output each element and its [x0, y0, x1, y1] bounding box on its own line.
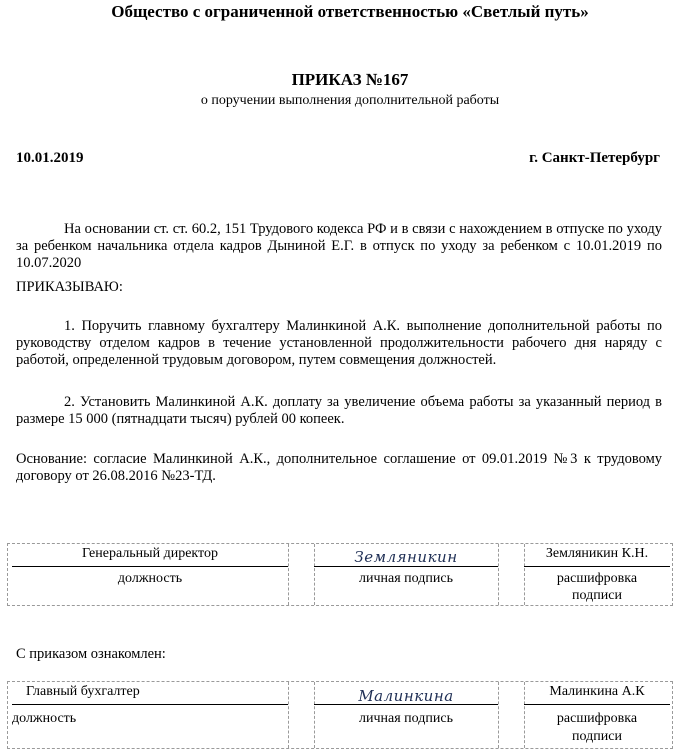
divider	[498, 682, 499, 748]
director-name: Земляникин К.Н.	[545, 546, 649, 561]
order-city: г. Санкт-Петербург	[529, 150, 660, 166]
divider	[288, 682, 289, 748]
decode-caption-line1: расшифровка	[556, 571, 638, 586]
order-item-2: 2. Установить Малинкиной А.К. доплату за увеличение объема работы за указанный период в размере 15 000 (пятнадцати тысяч) рублей 00 копеек.	[16, 394, 662, 427]
position-caption: должность	[117, 571, 183, 586]
underline	[524, 566, 670, 567]
underline	[12, 704, 288, 705]
director-position: Генеральный директор	[82, 546, 218, 561]
underline	[12, 566, 288, 567]
signature-caption: личная подпись	[359, 571, 453, 586]
underline	[524, 704, 670, 705]
director-handwritten-signature: Земляникин	[354, 548, 458, 566]
basis-paragraph: На основании ст. ст. 60.2, 151 Трудового кодекса РФ и в связи с нахождением в отпуске по уходу за ребенком начальника отдела кадров Дыниной Е.Г. в отпуск по уходу за ребенком с 10.01.2019 по 10.07.2020	[16, 221, 662, 271]
order-word: ПРИКАЗЫВАЮ:	[16, 279, 123, 295]
signature-caption: личная подпись	[359, 711, 453, 726]
decode-caption-line2: подписи	[572, 588, 622, 603]
foundation-paragraph: Основание: согласие Малинкиной А.К., дополнительное соглашение от 09.01.2019 №3 к трудовому договору от 26.08.2016 №23-ТД.	[16, 451, 662, 484]
decode-caption-line2: подписи	[572, 729, 622, 744]
accountant-signature-block	[7, 681, 673, 749]
order-title: ПРИКАЗ №167	[291, 70, 409, 89]
familiarized-label: С приказом ознакомлен:	[16, 646, 166, 662]
accountant-name: Малинкина А.К	[549, 684, 645, 699]
underline	[314, 566, 498, 567]
decode-caption-line1: расшифровка	[556, 711, 638, 726]
accountant-position: Главный бухгалтер	[26, 684, 140, 699]
position-caption: должность	[12, 711, 77, 726]
divider	[288, 544, 289, 605]
organization-name: Общество с ограниченной ответственностью «Светлый путь»	[111, 2, 589, 21]
order-item-1: 1. Поручить главному бухгалтеру Малинкиной А.К. выполнение дополнительной работы по руководству отделом кадров в течение установленной продолжительности рабочего дня наряду с работой, определенной трудовым договором, путем совмещения должностей.	[16, 318, 662, 368]
divider	[498, 544, 499, 605]
director-signature-block	[7, 543, 673, 606]
order-date: 10.01.2019	[16, 150, 84, 166]
order-subtitle: о поручении выполнения дополнительной работы	[200, 93, 500, 108]
accountant-handwritten-signature: Малинкина	[358, 687, 454, 705]
